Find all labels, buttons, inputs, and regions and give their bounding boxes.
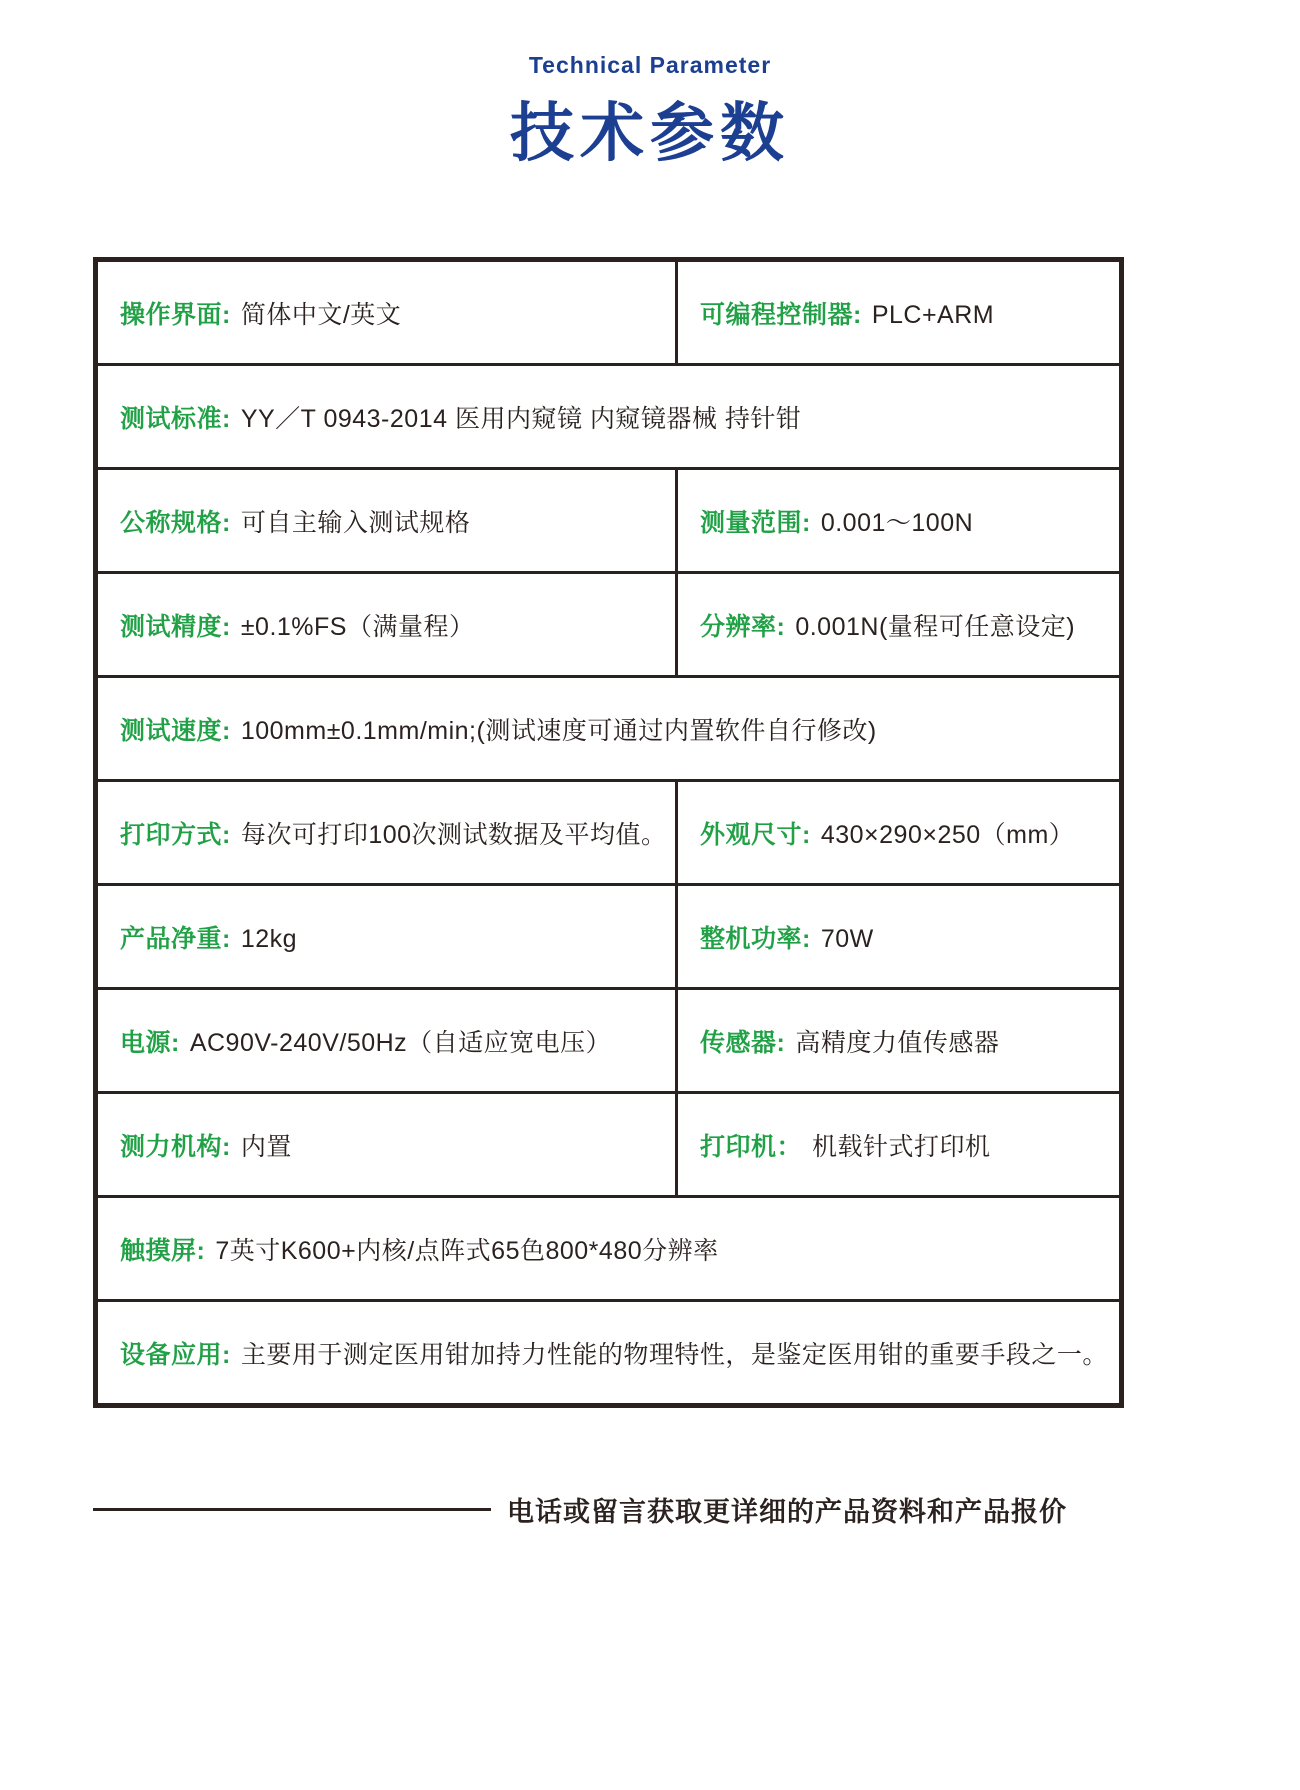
footer-rule bbox=[93, 1508, 491, 1511]
spec-cell bbox=[677, 260, 1122, 365]
spec-cell bbox=[96, 260, 677, 365]
spec-value: 可自主输入测试规格 bbox=[240, 508, 471, 537]
spec-cell bbox=[677, 1093, 1122, 1197]
spec-cell bbox=[96, 365, 1122, 469]
spec-value: 主要用于测定医用钳加持力性能的物理特性，是鉴定医用钳的重要手段之一。 bbox=[240, 1340, 1108, 1369]
spec-value: 12kg bbox=[240, 924, 298, 953]
spec-label: 操作界面: bbox=[120, 300, 231, 329]
spec-value: 0.001～100N bbox=[820, 508, 974, 537]
table-row bbox=[96, 1093, 1122, 1197]
footer bbox=[93, 1490, 1067, 1529]
spec-value: 7英寸K600+内核/点阵式65色800*480分辨率 bbox=[215, 1236, 719, 1265]
spec-label: 打印机： bbox=[700, 1132, 803, 1161]
table-row bbox=[96, 260, 1122, 365]
spec-label: 测试标准: bbox=[120, 404, 231, 433]
spec-cell bbox=[96, 885, 677, 989]
spec-value: YY／T 0943-2014 医用内窥镜 内窥镜器械 持针钳 bbox=[240, 404, 802, 433]
spec-cell bbox=[96, 1197, 1122, 1301]
spec-value: 0.001N(量程可任意设定) bbox=[795, 612, 1076, 641]
spec-cell bbox=[677, 885, 1122, 989]
spec-label: 电源: bbox=[120, 1028, 180, 1057]
spec-label: 产品净重: bbox=[120, 924, 231, 953]
spec-value: 机载针式打印机 bbox=[812, 1132, 991, 1161]
table-row bbox=[96, 573, 1122, 677]
spec-label: 外观尺寸: bbox=[700, 820, 811, 849]
page-title-zh: 技术参数 bbox=[510, 97, 790, 169]
spec-cell bbox=[96, 1093, 677, 1197]
spec-label: 公称规格: bbox=[120, 508, 231, 537]
spec-cell bbox=[96, 1301, 1122, 1406]
spec-label: 设备应用: bbox=[120, 1340, 231, 1369]
spec-value: 内置 bbox=[240, 1132, 292, 1161]
table-row bbox=[96, 1197, 1122, 1301]
page-subtitle-en: Technical Parameter bbox=[528, 52, 772, 78]
spec-value: ±0.1%FS（满量程） bbox=[240, 612, 475, 641]
spec-label: 测力机构: bbox=[120, 1132, 231, 1161]
spec-cell bbox=[677, 469, 1122, 573]
table-row bbox=[96, 469, 1122, 573]
spec-label: 测量范围: bbox=[700, 508, 811, 537]
spec-label: 可编程控制器: bbox=[700, 300, 862, 329]
spec-label: 测试精度: bbox=[120, 612, 231, 641]
table-row bbox=[96, 781, 1122, 885]
spec-value: 每次可打印100次测试数据及平均值。 bbox=[240, 820, 667, 849]
spec-table bbox=[93, 257, 1124, 1408]
spec-value: AC90V-240V/50Hz（自适应宽电压） bbox=[189, 1028, 612, 1057]
spec-cell bbox=[677, 989, 1122, 1093]
spec-value: 简体中文/英文 bbox=[240, 300, 402, 329]
spec-label: 传感器: bbox=[700, 1028, 786, 1057]
spec-value: PLC+ARM bbox=[871, 300, 995, 329]
spec-cell bbox=[677, 573, 1122, 677]
spec-label: 分辨率: bbox=[700, 612, 786, 641]
spec-label: 测试速度: bbox=[120, 716, 231, 745]
table-row bbox=[96, 677, 1122, 781]
spec-value: 70W bbox=[820, 924, 874, 953]
spec-value: 高精度力值传感器 bbox=[795, 1028, 1000, 1057]
spec-label: 整机功率: bbox=[700, 924, 811, 953]
spec-cell bbox=[96, 781, 677, 885]
table-row bbox=[96, 885, 1122, 989]
spec-label: 触摸屏: bbox=[120, 1236, 206, 1265]
spec-value: 100mm±0.1mm/min;(测试速度可通过内置软件自行修改) bbox=[240, 716, 877, 745]
table-row bbox=[96, 989, 1122, 1093]
spec-value: 430×290×250（mm） bbox=[820, 820, 1075, 849]
table-row bbox=[96, 365, 1122, 469]
spec-cell bbox=[96, 989, 677, 1093]
spec-label: 打印方式: bbox=[120, 820, 231, 849]
footer-note: 电话或留言获取更详细的产品资料和产品报价 bbox=[507, 1497, 1067, 1527]
table-row bbox=[96, 1301, 1122, 1406]
spec-cell bbox=[96, 677, 1122, 781]
spec-cell bbox=[96, 469, 677, 573]
spec-cell bbox=[96, 573, 677, 677]
spec-cell bbox=[677, 781, 1122, 885]
